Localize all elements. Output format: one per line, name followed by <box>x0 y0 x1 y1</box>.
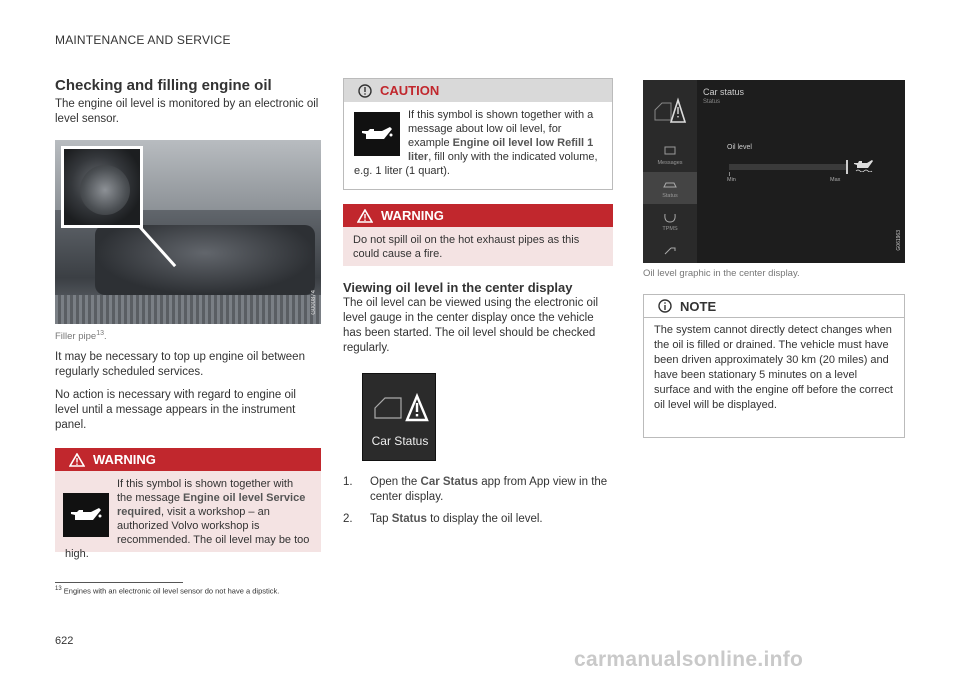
car-status-app-tile[interactable] <box>362 373 436 461</box>
intro-text: The engine oil level is monitored by an electronic oil level sensor. <box>55 98 319 125</box>
warning-triangle-icon <box>69 453 85 467</box>
photo-code: G000874 <box>311 290 317 315</box>
warning-triangle-icon <box>357 209 373 223</box>
display-title: Car status <box>703 87 745 97</box>
note-text: The system cannot directly detect changes when the oil is filled or drained. The vehicle must have been driven approximately 30 km (20 miles) and have been stationary 5 minutes on a level surface and with the engine off before the correct oil level will be displayed. <box>654 324 893 411</box>
oil-level-label: Oil level <box>727 144 752 151</box>
warning-heading: WARNING <box>55 448 321 471</box>
step-item: 2. Tap Status to display the oil level. <box>343 513 543 525</box>
page-number: 622 <box>55 635 74 647</box>
gauge-max-label: Max <box>830 177 841 183</box>
filler-pipe-photo <box>55 140 321 324</box>
footnote-ref[interactable]: 13 <box>96 330 104 337</box>
info-circle-icon <box>658 299 672 313</box>
messages-icon <box>664 146 676 156</box>
sidebar-item-tpms[interactable]: TPMS <box>662 226 678 232</box>
photo-caption: Filler pipe$^{13}$. <box>55 330 107 343</box>
car-warning-icon <box>653 96 687 124</box>
screen-caption: Oil level graphic in the center display. <box>643 268 800 279</box>
caution-box-oil-low: CAUTION If this symbol is shown together with a message about low oil level, for example Engine oil level low Refill 1 liter, fill only with the indicated volume, e.g. 1 liter (1 quart). <box>343 78 613 190</box>
warning-box-spill <box>343 204 613 266</box>
filler-cap-inset <box>61 146 143 228</box>
paragraph-no-action: No action is necessary with regard to engine oil level until a message appears in the instrument panel. <box>55 389 296 431</box>
section-title: Checking and filling engine oil <box>55 77 272 94</box>
warning-text: Do not spill oil on the hot exhaust pipes as this could cause a fire. <box>343 227 613 266</box>
warning-heading: WARNING <box>343 204 613 227</box>
page-header: MAINTENANCE AND SERVICE <box>55 33 231 47</box>
paragraph-topup: It may be necessary to top up engine oil between regularly scheduled services. <box>55 351 305 378</box>
note-heading: NOTE <box>644 295 904 318</box>
oil-can-icon <box>354 112 400 156</box>
tire-pressure-icon <box>663 212 677 224</box>
sidebar-item-messages[interactable]: Messages <box>657 160 683 166</box>
car-status-label: Car Status <box>371 434 429 448</box>
screen-code: G061963 <box>896 230 902 251</box>
section-subtitle: Viewing oil level in the center display <box>343 280 573 295</box>
oil-can-icon <box>63 493 109 537</box>
center-display-screenshot <box>643 80 905 263</box>
oil-level-gauge <box>729 164 847 170</box>
site-watermark[interactable]: carmanualsonline.info <box>574 648 804 671</box>
exclamation-circle-icon <box>358 84 372 98</box>
gauge-min-label: Min <box>727 177 736 183</box>
steps-list <box>343 475 610 534</box>
warning-box-oil-high: WARNING If this symbol is shown together with the message Engine oil level Service required, visit a workshop – an authorized Volvo workshop is recommended. The oil level may be too high. <box>55 448 321 552</box>
caution-heading: CAUTION <box>344 79 612 102</box>
paragraph-view-oil: The oil level can be viewed using the electronic oil level gauge in the center display once the vehicle has been started. The oil level should be checked regularly. <box>343 297 599 354</box>
note-box <box>643 294 905 438</box>
oil-can-icon <box>853 158 875 172</box>
sidebar-item-status[interactable]: Status <box>662 193 678 199</box>
footnote-divider <box>55 582 183 583</box>
display-subtitle: Status <box>703 99 721 105</box>
wrench-icon <box>663 246 677 256</box>
step-item: 1. Open the Car Status app from App view in the center display. <box>343 476 608 503</box>
footnote: $^{13}$ Engines with an electronic oil level sensor do not have a dipstick. <box>55 586 280 596</box>
car-icon <box>663 179 677 189</box>
car-status-icon <box>371 388 429 428</box>
